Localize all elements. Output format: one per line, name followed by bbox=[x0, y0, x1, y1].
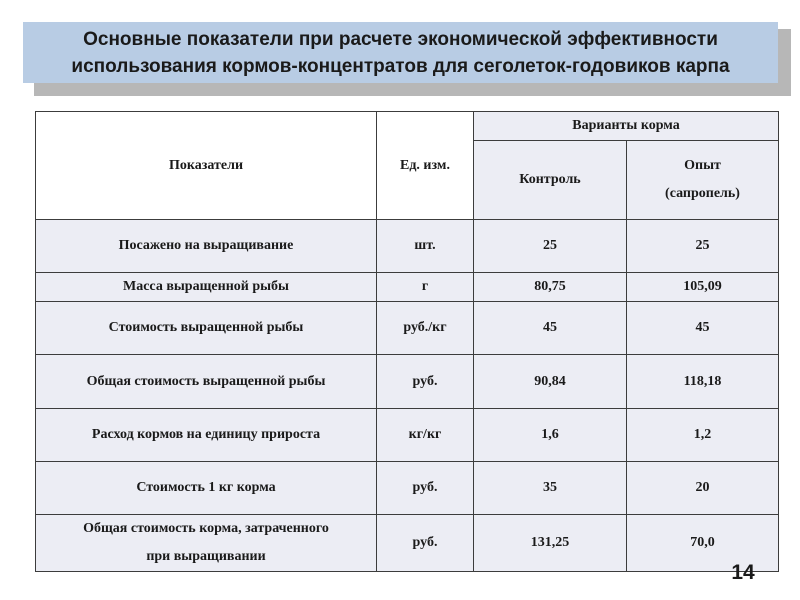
row-experiment: 105,09 bbox=[627, 273, 779, 302]
row-experiment: 118,18 bbox=[627, 355, 779, 409]
row-indicator: Расход кормов на единицу прироста bbox=[36, 409, 377, 462]
row-unit: руб. bbox=[377, 515, 474, 572]
header-experiment bbox=[627, 141, 779, 220]
row-indicator: Масса выращенной рыбы bbox=[36, 273, 377, 302]
row-indicator: Общая стоимость выращенной рыбы bbox=[36, 355, 377, 409]
table-row bbox=[36, 273, 779, 302]
header-variants: Варианты корма bbox=[474, 112, 779, 141]
row-control: 25 bbox=[474, 220, 627, 273]
header-experiment-line-2: (сапропель) bbox=[665, 186, 740, 201]
header-unit: Ед. изм. bbox=[377, 112, 474, 220]
row-control: 45 bbox=[474, 302, 627, 355]
row-indicator: Посажено на выращивание bbox=[36, 220, 377, 273]
title-line-2: использования кормов-концентратов для сеголеток-годовиков карпа bbox=[71, 55, 730, 77]
table-header-row bbox=[36, 112, 779, 141]
row-indicator bbox=[36, 515, 377, 572]
row-unit: г bbox=[377, 273, 474, 302]
row-experiment: 20 bbox=[627, 462, 779, 515]
row-unit: шт. bbox=[377, 220, 474, 273]
row-indicator-line-2: при выращивании bbox=[146, 549, 266, 564]
row-control: 90,84 bbox=[474, 355, 627, 409]
table-row bbox=[36, 409, 779, 462]
row-experiment: 45 bbox=[627, 302, 779, 355]
header-indicator: Показатели bbox=[36, 112, 377, 220]
row-unit: кг/кг bbox=[377, 409, 474, 462]
table-row bbox=[36, 355, 779, 409]
indicators-table bbox=[35, 111, 779, 572]
row-control: 131,25 bbox=[474, 515, 627, 572]
row-unit: руб. bbox=[377, 462, 474, 515]
title-line-1: Основные показатели при расчете экономической эффективности bbox=[83, 28, 718, 50]
row-indicator: Стоимость выращенной рыбы bbox=[36, 302, 377, 355]
slide-title bbox=[23, 22, 778, 83]
table-row bbox=[36, 302, 779, 355]
row-experiment: 25 bbox=[627, 220, 779, 273]
row-control: 1,6 bbox=[474, 409, 627, 462]
header-control: Контроль bbox=[474, 141, 627, 220]
row-unit: руб. bbox=[377, 355, 474, 409]
row-indicator-line-1: Общая стоимость корма, затраченного bbox=[83, 521, 329, 536]
header-experiment-line-1: Опыт bbox=[684, 158, 721, 173]
row-control: 80,75 bbox=[474, 273, 627, 302]
row-indicator: Стоимость 1 кг корма bbox=[36, 462, 377, 515]
table-row bbox=[36, 220, 779, 273]
table-row bbox=[36, 462, 779, 515]
row-unit: руб./кг bbox=[377, 302, 474, 355]
row-control: 35 bbox=[474, 462, 627, 515]
row-experiment: 1,2 bbox=[627, 409, 779, 462]
page-number: 14 bbox=[731, 561, 755, 584]
table-row bbox=[36, 515, 779, 572]
row-experiment: 70,0 bbox=[627, 515, 779, 572]
